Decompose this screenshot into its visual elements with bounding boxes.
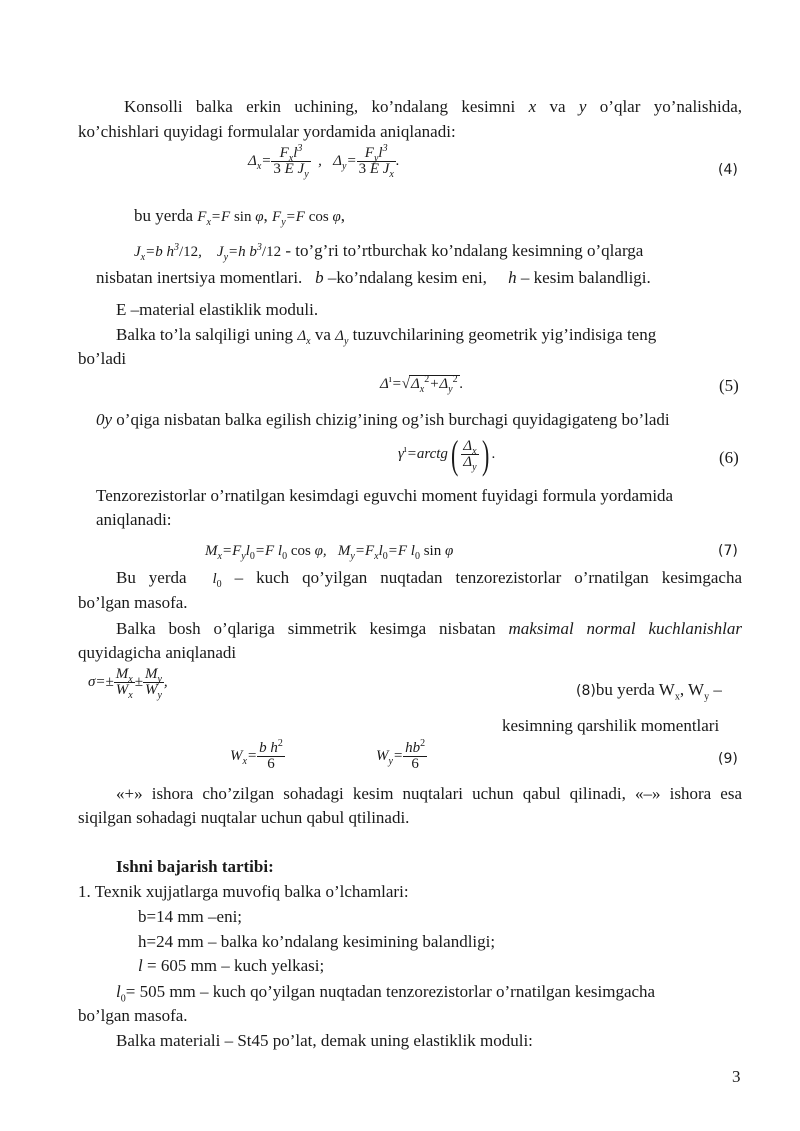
equation-9b: $W_y=$ $\frac{hb^2}{6}$: [376, 738, 426, 772]
paragraph-line: Balka to’la salqiligi uning $\Delta_x$ va $\Delta_y$ tuzuvchilarining geometrik yig’indisiga teng: [116, 325, 657, 347]
section-heading: Ishni bajarish tartibi:: [116, 857, 274, 876]
paragraph-line: ko’chishlari quyidagi formulalar yordamida aniqlanadi:: [78, 122, 456, 141]
paragraph-line: bu yerda $F_x=F$ sin φ, $F_y=F$ cos φ,: [134, 206, 345, 228]
equation-5: $\Delta^ı=√\Delta_x^2+\Delta_y^2$ .: [380, 374, 464, 395]
equation-number: (4): [718, 162, 738, 178]
list-item: 1. Texnik xujjatlarga muvofiq balka o’lchamlari:: [78, 882, 409, 901]
paragraph-line: nisbatan inertsiya momentlari. b –ko’ndalang kesim eni, h – kesim balandligi.: [96, 268, 651, 287]
equation-number: (6): [719, 448, 739, 467]
paragraph-line: bo’ladi: [78, 349, 127, 368]
paragraph-line: Tenzorezistorlar o’rnatilgan kesimdagi eguvchi moment fuyidagi formula yordamida: [96, 486, 674, 505]
list-item: l = 605 mm – kuch yelkasi;: [138, 956, 325, 975]
page-number: 3: [732, 1067, 741, 1086]
equation-9: $W_x=$ $\frac{b h^2}{6}$: [230, 738, 283, 772]
paragraph-line: siqilgan sohadagi nuqtalar uchun qabul qtilinadi.: [78, 808, 410, 827]
list-item: b=14 mm –eni;: [138, 907, 243, 926]
list-item: $l_0= 505$ mm – kuch qo’yilgan nuqtadan tenzorezistorlar o’rnatilgan kesimgacha: [116, 982, 656, 1005]
equation-4: $\Delta_x=$ $\frac{F_xl^3}{3 E J_y}$ , $\Delta_y=$ $\frac{F_yl^3}{3 E J_x}$ .: [248, 143, 400, 180]
paragraph-line: bo’lgan masofa.: [78, 593, 188, 612]
paragraph-line: «+» ishora cho’zilgan sohadagi kesim nuqtalari uchun qabul qilinadi, «–» ishora esa: [116, 784, 742, 803]
equation-7: $M_x=F_yl_0=F$ $l_0$ cos φ, $M_y=F_xl_0=F$ $l_0$ sin φ: [205, 543, 454, 562]
list-item: Balka materiali – St45 po’lat, demak uning elastiklik moduli:: [116, 1031, 533, 1050]
equation-number: (7): [718, 543, 738, 559]
paragraph-line: (8)bu yerda $W_x$, $W_y$ –: [576, 680, 722, 703]
paragraph-line: $J_x=b$ $h^3/12$, $J_y=h$ $b^3/12$ - to’g’ri to’rtburchak ko’ndalang kesimning o’qlarga: [134, 241, 644, 263]
paragraph-line: 0y o’qiga nisbatan balka egilish chizig’ining og’ish burchagi quyidagigateng bo’ladi: [96, 410, 670, 429]
list-item: bo’lgan masofa.: [78, 1006, 188, 1025]
equation-8: σ=± $\frac{M_x}{W_x}$ ± $\frac{M_y}{W_y}$ ,: [88, 666, 168, 701]
paragraph-line: kesimning qarshilik momentlari: [502, 716, 720, 735]
paragraph-line: aniqlanadi:: [96, 510, 172, 529]
paragraph-line: Balka bosh o’qlariga simmetrik kesimga nisbatan maksimal normal kuchlanishlar: [116, 619, 742, 638]
paragraph-line: Konsolli balka erkin uchining, ko’ndalang kesimni x va y o’qlar yo’nalishida,: [124, 97, 743, 116]
list-item: h=24 mm – balka ko’ndalang kesimining balandligi;: [138, 932, 496, 951]
paragraph-line: quyidagicha aniqlanadi: [78, 643, 237, 662]
paragraph-line: Bu yerda $l_0$ – kuch qo’yilgan nuqtadan tenzorezistorlar o’rnatilgan kesimgacha: [116, 568, 743, 590]
equation-number: (5): [719, 376, 739, 395]
equation-6: $\gamma^ı=arctg$( $\frac{\Delta_x}{\Delta_y}$ ) .: [398, 431, 496, 477]
paragraph-line: E –material elastiklik moduli.: [116, 300, 319, 319]
equation-number: (9): [718, 751, 738, 767]
